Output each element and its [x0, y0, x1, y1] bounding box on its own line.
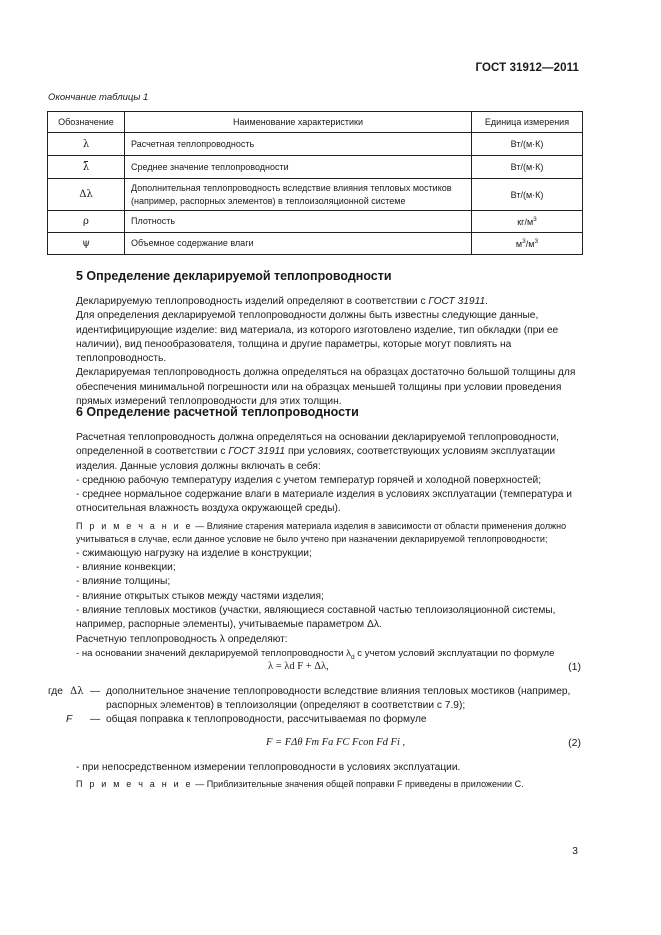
note-label: П р и м е ч а н и е [76, 779, 193, 790]
list-item: - при непосредственном измерении теплопроводности в условиях эксплуатации. [76, 762, 461, 773]
paragraph [48, 431, 583, 474]
where-word: где [48, 686, 63, 697]
section-5-title: 5 Определение декларируемой теплопроводности [76, 269, 392, 283]
text: Декларируемую теплопроводность изделий определяют в соответствии с [76, 296, 429, 307]
section-6-title: 6 Определение расчетной теплопроводности [76, 405, 359, 419]
unit-base: кг/м [517, 217, 534, 227]
text: . [485, 296, 488, 307]
text: при условиях, соответствующих условиям эксплуатации изделия. Данные условия должны включать в себя: [76, 446, 556, 472]
note-text: — Приблизительные значения общей поправки F приведены в приложении С. [192, 779, 524, 790]
note-label: П р и м е ч а н и е [76, 520, 193, 531]
table-row [48, 233, 583, 255]
paragraph [48, 295, 583, 309]
text: с учетом условий эксплуатации по формуле [354, 647, 555, 659]
text: - на основании значений декларируемой теплопроводности λ [76, 647, 351, 659]
reference-link[interactable]: ГОСТ 31911 [228, 446, 286, 458]
table-row [48, 156, 583, 179]
characteristics-table [47, 111, 583, 255]
table-row [48, 179, 583, 211]
definition-symbol: Δλ [70, 686, 84, 697]
symbol-cell [48, 156, 125, 179]
section-5-body [48, 295, 583, 409]
note [48, 520, 583, 547]
formula-1-number: (1) [568, 661, 581, 673]
unit-base: м [515, 239, 523, 249]
column-header: Обозначение [48, 112, 125, 133]
page-number: 3 [572, 845, 578, 857]
unit-cell: Вт/(м·К) [472, 156, 583, 179]
note [48, 777, 583, 791]
name-cell: Плотность [125, 211, 472, 233]
unit-superscript: 3 [533, 216, 537, 223]
column-header: Единица измерения [472, 112, 583, 133]
definition-dash: — [90, 714, 101, 725]
definition-symbol: F [66, 714, 73, 725]
text: Расчетная теплопроводность должна определяться на основании декларируемой теплопроводности, определенной в соответствии с [76, 432, 559, 458]
symbol-cell: Δλ [48, 179, 125, 211]
list-item: - влияние тепловых мостиков (участки, являющиеся составной частью теплоизоляционной системы, например, распорные элементы), учитываемые параметром Δλ. [76, 604, 556, 631]
definition-dash: — [90, 686, 101, 697]
list-item: - влияние толщины; [76, 576, 171, 588]
subscript: d [350, 653, 355, 661]
unit-cell [472, 211, 583, 233]
standard-header: ГОСТ 31912—2011 [475, 62, 579, 74]
paragraph: Для определения декларируемой теплопроводности должны быть известны следующие данные, идентифицирующие изделие: вид материала, из которого изготовлено изделие, тип обкладки (при ее наличии), вид пенообразователя, толщина и другие параметры, которые могут повлиять на теплопроводность. [76, 310, 559, 365]
paragraph: Декларируемая теплопроводность должна определяться на образцах достаточно большой толщины для обеспечения минимальной погрешности или на образцах меньшей толщины при условии проведения прямых измерений теплопроводности для этих толщин. [76, 367, 576, 408]
name-cell: Объемное содержание влаги [125, 233, 472, 255]
reference-link[interactable]: ГОСТ 31911 [428, 296, 486, 307]
name-cell: Среднее значение теплопроводности [125, 156, 472, 179]
list-item: - влияние открытых стыков между частями изделия; [76, 590, 324, 602]
name-cell: Дополнительная теплопроводность вследствие влияния тепловых мостиков (например, распорных элементов) в теплоизоляционной системе [125, 179, 472, 211]
note-text: — Влияние старения материала изделия в зависимости от области применения должно учитываться в случае, если данное условие не было учтено при назначении декларируемой теплопроводности; [76, 520, 567, 545]
unit-cell [472, 233, 583, 255]
list-item: - сжимающую нагрузку на изделие в конструкции; [76, 547, 312, 559]
list-item: - влияние конвекции; [76, 562, 176, 574]
table-header-row [48, 112, 583, 133]
table-row [48, 133, 583, 156]
paragraph: Расчетную теплопроводность λ определяют: [76, 633, 288, 645]
formula-1: λ = λd F + Δλ, [268, 661, 329, 672]
section-6-body [48, 431, 583, 665]
column-header: Наименование характеристики [125, 112, 472, 133]
unit-cell: Вт/(м·К) [472, 133, 583, 156]
formula-2: F = FΔθ Fm Fa FC Fcon Fd Fi , [266, 737, 406, 748]
formula-2-number: (2) [568, 737, 581, 749]
section-6-tail [48, 761, 583, 792]
unit-cell: Вт/(м·К) [472, 179, 583, 211]
list-item: - среднюю рабочую температуру изделия с учетом температур горячей и холодной поверхностей; [76, 474, 542, 486]
unit-tail: /м [525, 239, 535, 249]
symbol-cell: ψ [48, 233, 125, 255]
list-item: - среднее нормальное содержание влаги в материале изделия в условиях эксплуатации (температура и относительная влажность воздуха окружающей среды). [76, 489, 572, 515]
table-row [48, 211, 583, 233]
name-cell: Расчетная теплопроводность [125, 133, 472, 156]
unit-superscript: 3 [534, 238, 539, 245]
unit-superscript: 3 [522, 238, 526, 245]
definition-text: дополнительное значение теплопроводности вследствие влияния тепловых мостиков (например, распорных элементов) в теплоизоляции (определяют в соответствии с 7.9); [106, 686, 571, 712]
table-caption: Окончание таблицы 1 [48, 92, 149, 103]
mean-symbol: λ [82, 161, 90, 173]
symbol-cell: λ [48, 133, 125, 156]
symbol-cell: ρ [48, 211, 125, 233]
definition-text: общая поправка к теплопроводности, рассчитываемая по формуле [106, 714, 427, 725]
